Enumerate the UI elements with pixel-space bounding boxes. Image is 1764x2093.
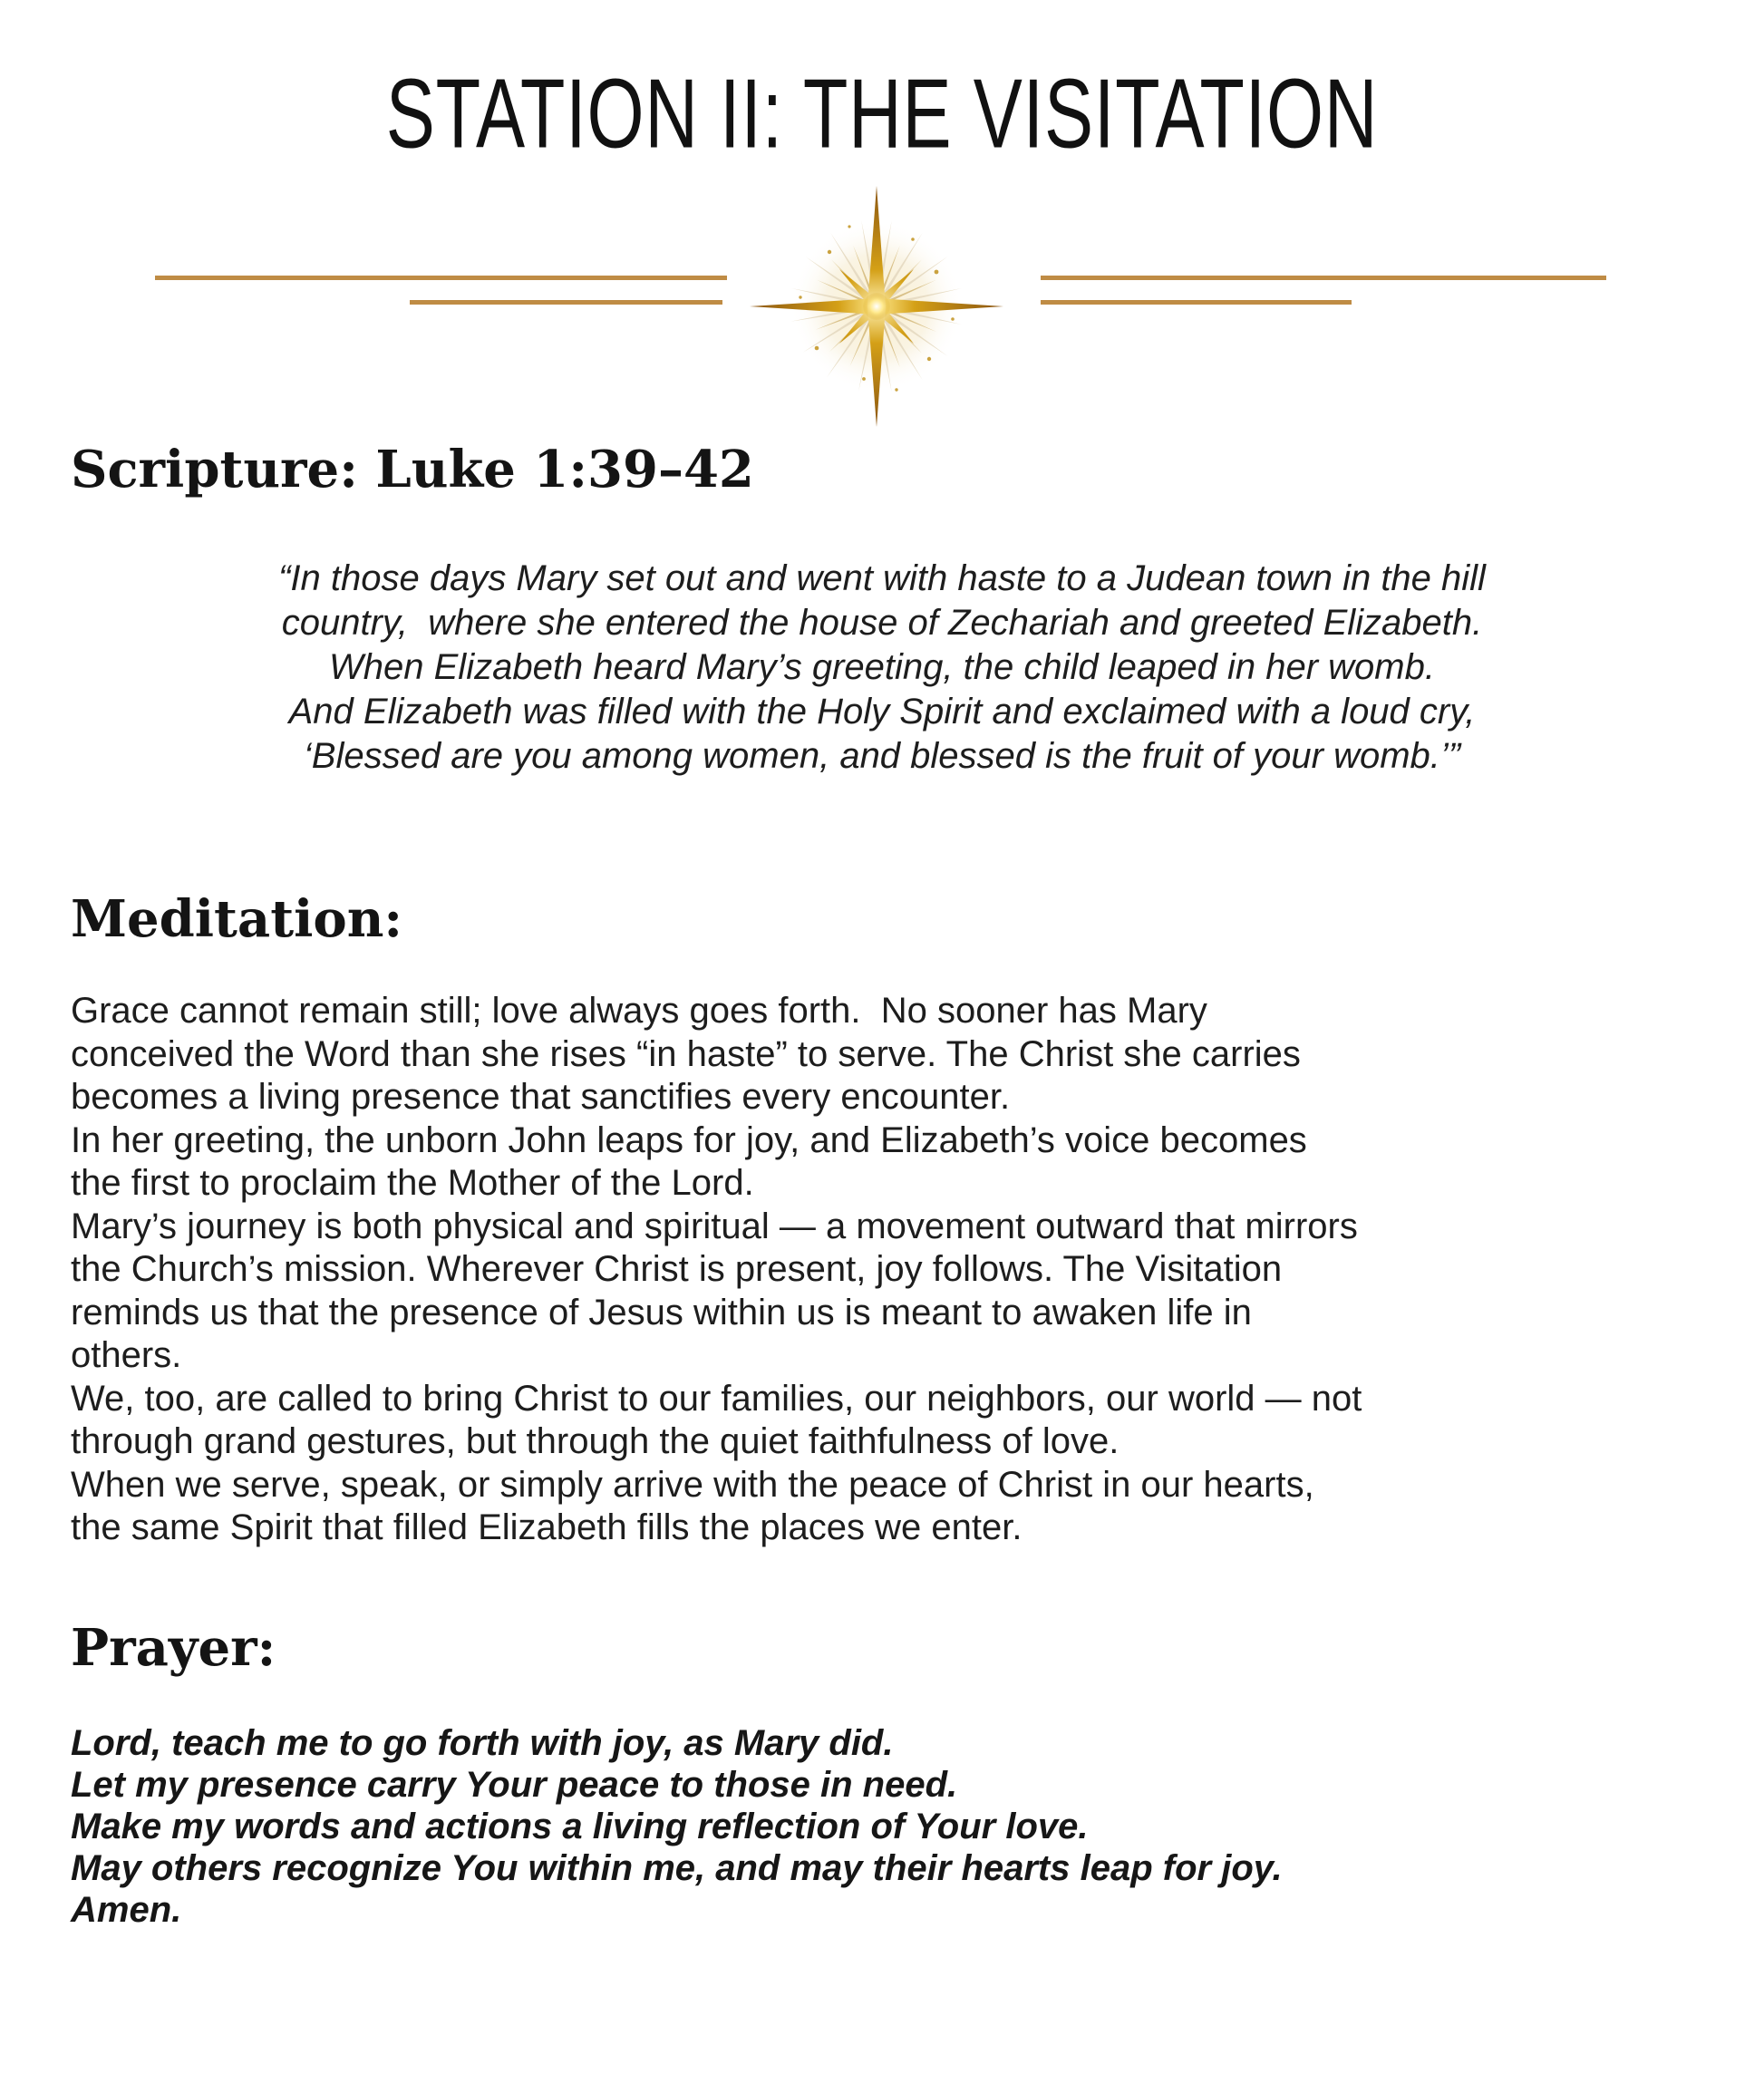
divider-line-right-top: [1041, 276, 1606, 280]
scripture-quote-line: When Elizabeth heard Mary’s greeting, the child leaped in her womb.: [329, 647, 1435, 687]
page-title: STATION II: THE VISITATION: [385, 59, 1379, 170]
meditation-line: reminds us that the presence of Jesus within us is meant to awaken life in: [71, 1292, 1252, 1332]
meditation-line: conceived the Word than she rises “in haste” to serve. The Christ she carries: [71, 1033, 1301, 1074]
meditation-line: We, too, are called to bring Christ to our families, our neighbors, our world — not: [71, 1378, 1362, 1419]
meditation-line: When we serve, speak, or simply arrive with the peace of Christ in our hearts,: [71, 1464, 1314, 1505]
meditation-line: Mary’s journey is both physical and spiritual — a movement outward that mirrors: [71, 1206, 1358, 1246]
meditation-line: through grand gestures, but through the quiet faithfulness of love.: [71, 1421, 1119, 1461]
star-core: [863, 293, 890, 320]
scripture-quote-line: “In those days Mary set out and went with haste to a Judean town in the hill: [278, 558, 1486, 598]
prayer-line: Lord, teach me to go forth with joy, as Mary did.: [71, 1723, 894, 1763]
divider-line-left-bottom: [410, 300, 722, 305]
bethlehem-star-icon: [741, 179, 1013, 433]
meditation-heading: Meditation:: [71, 889, 403, 949]
scripture-quote-line: And Elizabeth was filled with the Holy Spirit and exclaimed with a loud cry,: [288, 692, 1476, 732]
meditation-line: the Church’s mission. Wherever Christ is present, joy follows. The Visitation: [71, 1249, 1283, 1289]
meditation-line: In her greeting, the unborn John leaps for joy, and Elizabeth’s voice becomes: [71, 1119, 1307, 1160]
prayer-heading: Prayer:: [71, 1618, 276, 1678]
prayer-text: [71, 1722, 1710, 1931]
prayer-line: Make my words and actions a living reflection of Your love.: [71, 1807, 1089, 1846]
meditation-line: the same Spirit that filled Elizabeth fills the places we enter.: [71, 1507, 1023, 1547]
meditation-line: the first to proclaim the Mother of the Lord.: [71, 1163, 754, 1203]
prayer-line: Amen.: [71, 1890, 182, 1930]
prayer-line: Let my presence carry Your peace to those in need.: [71, 1765, 958, 1805]
divider-line-left-top: [155, 276, 727, 280]
scripture-quote-line: ‘Blessed are you among women, and blessed is the fruit of your womb.’”: [303, 736, 1461, 776]
divider-line-right-bottom: [1041, 300, 1352, 305]
prayer-line: May others recognize You within me, and may their hearts leap for joy.: [71, 1848, 1283, 1888]
scripture-quote: [0, 557, 1764, 779]
meditation-text: [71, 990, 1710, 1550]
meditation-line: becomes a living presence that sanctifies every encounter.: [71, 1077, 1011, 1117]
meditation-line: Grace cannot remain still; love always goes forth. No sooner has Mary: [71, 991, 1207, 1031]
scripture-quote-line: country, where she entered the house of Zechariah and greeted Elizabeth.: [281, 603, 1483, 643]
scripture-heading: Scripture: Luke 1:39–42: [71, 440, 754, 499]
meditation-line: others.: [71, 1335, 182, 1375]
